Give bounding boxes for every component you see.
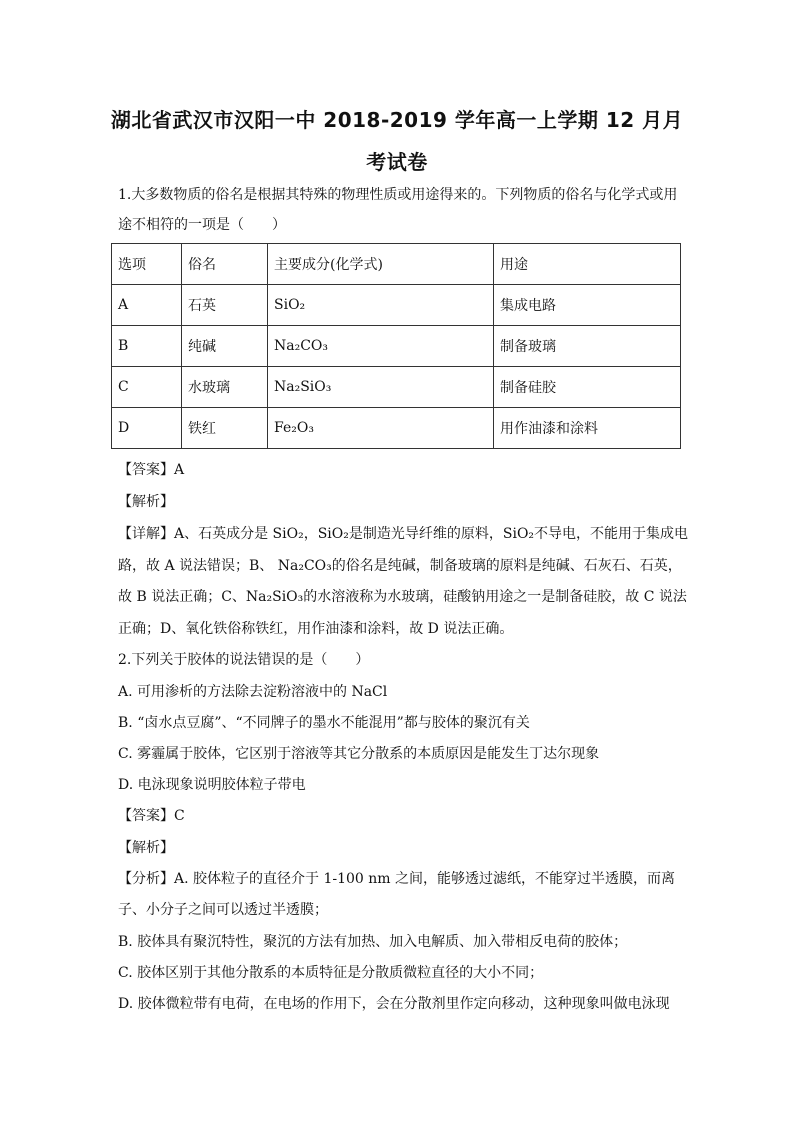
cell-formula: Na₂CO₃ bbox=[268, 326, 494, 367]
cell-name: 水玻璃 bbox=[182, 367, 268, 408]
header-option: 选项 bbox=[112, 244, 182, 285]
header-name: 俗名 bbox=[182, 244, 268, 285]
cell-use: 制备硅胶 bbox=[494, 367, 681, 408]
cell-use: 用作油漆和涂料 bbox=[494, 408, 681, 449]
header-formula: 主要成分(化学式) bbox=[268, 244, 494, 285]
table-row bbox=[112, 408, 681, 449]
q2-option-a: A. 可用渗析的方法除去淀粉溶液中的 NaCl bbox=[118, 684, 388, 700]
q1-table bbox=[111, 243, 681, 449]
exam-title-line2: 考试卷 bbox=[366, 150, 428, 174]
q1-detail-line3: 故 B 说法正确；C、Na₂SiO₃的水溶液称为水玻璃，硅酸钠用途之一是制备硅胶，故 C 说法 bbox=[118, 589, 687, 605]
exam-title-line1: 湖北省武汉市汉阳一中 2018-2019 学年高一上学期 12 月月 bbox=[110, 108, 684, 132]
q2-stem: 2.下列关于胶体的说法错误的是（ ） bbox=[118, 652, 370, 668]
q1-stem-line1: 1.大多数物质的俗名是根据其特殊的物理性质或用途得来的。下列物质的俗名与化学式或用 bbox=[118, 187, 678, 203]
q1-detail-line1: 【详解】A、石英成分是 SiO₂，SiO₂是制造光导纤维的原料，SiO₂不导电，不能用于集成电 bbox=[118, 526, 689, 542]
cell-option: C bbox=[112, 367, 182, 408]
q2-analysis-line3: B. 胶体具有聚沉特性，聚沉的方法有加热、加入电解质、加入带相反电荷的胶体； bbox=[118, 934, 628, 950]
q2-analysis-label: 【解析】 bbox=[118, 840, 174, 856]
q1-stem-line2: 途不相符的一项是（ ） bbox=[118, 217, 286, 233]
q1-analysis-label: 【解析】 bbox=[118, 494, 174, 510]
q1-answer: 【答案】A bbox=[118, 462, 185, 478]
cell-formula: Fe₂O₃ bbox=[268, 408, 494, 449]
q2-option-c: C. 雾霾属于胶体，它区别于溶液等其它分散系的本质原因是能发生丁达尔现象 bbox=[118, 746, 600, 762]
cell-formula: SiO₂ bbox=[268, 285, 494, 326]
q2-analysis-line5: D. 胶体微粒带有电荷，在电场的作用下，会在分散剂里作定向移动，这种现象叫做电泳现 bbox=[118, 996, 670, 1012]
table-row bbox=[112, 367, 681, 408]
table-header-row bbox=[112, 244, 681, 285]
q2-analysis-line2: 子、小分子之间可以透过半透膜； bbox=[118, 902, 328, 918]
cell-formula: Na₂SiO₃ bbox=[268, 367, 494, 408]
q2-option-b: B. “卤水点豆腐”、“不同牌子的墨水不能混用”都与胶体的聚沉有关 bbox=[118, 715, 530, 731]
q2-answer: 【答案】C bbox=[118, 808, 185, 824]
header-use: 用途 bbox=[494, 244, 681, 285]
cell-name: 石英 bbox=[182, 285, 268, 326]
cell-option: A bbox=[112, 285, 182, 326]
cell-option: D bbox=[112, 408, 182, 449]
table-row bbox=[112, 285, 681, 326]
cell-name: 铁红 bbox=[182, 408, 268, 449]
table-row bbox=[112, 326, 681, 367]
cell-use: 集成电路 bbox=[494, 285, 681, 326]
cell-option: B bbox=[112, 326, 182, 367]
q1-detail-line4: 正确；D、氧化铁俗称铁红，用作油漆和涂料，故 D 说法正确。 bbox=[118, 621, 514, 637]
cell-name: 纯碱 bbox=[182, 326, 268, 367]
q2-option-d: D. 电泳现象说明胶体粒子带电 bbox=[118, 777, 306, 793]
cell-use: 制备玻璃 bbox=[494, 326, 681, 367]
q1-detail-line2: 路，故 A 说法错误；B、 Na₂CO₃的俗名是纯碱，制备玻璃的原料是纯碱、石灰石、石英， bbox=[118, 558, 682, 574]
q2-analysis-line1: 【分析】A. 胶体粒子的直径介于 1-100 nm 之间，能够透过滤纸，不能穿过半透膜，而离 bbox=[118, 871, 676, 887]
q2-analysis-line4: C. 胶体区别于其他分散系的本质特征是分散质微粒直径的大小不同； bbox=[118, 965, 544, 981]
